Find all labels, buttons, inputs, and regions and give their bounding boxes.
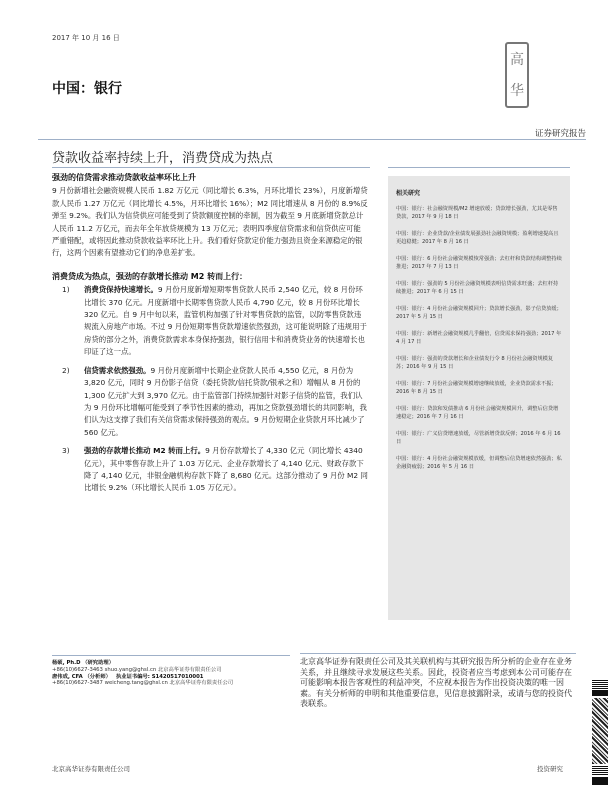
footer-company: 北京高华证券有限责任公司 <box>52 765 130 773</box>
sector-title: 中国：银行 <box>52 81 122 97</box>
report-date: 2017 年 10 月 16 日 <box>52 34 120 42</box>
list-item-text: 9 月份月度新增短期零售贷款人民币 2,540 亿元，较 8 月份环比增长 370 亿元。月度新增中长期零售贷款人民币 4,790 亿元，较 8 月份环比增长 320 亿元。自 9 月中旬以来，监管机构加强了针对零售贷款的监管，以防零售贷款违规流入房地产市场。不过 9 月份短期零售贷款增速依然强劲，这可能说明除了违规用于房贷的部分之外，消费贷款需求本身保持强劲，银行信用卡和消费贷业务的快速增长也印证了这一点。 <box>84 285 367 357</box>
list-item <box>52 445 368 495</box>
author-contact[interactable]: +86(10)6627-3463 shuo.yang@ghsl.cn 北京高华证券有限责任公司 <box>52 666 222 673</box>
section1-heading: 强劲的信贷需求推动贷款收益率环比上升 <box>52 173 196 182</box>
main-divider <box>52 167 370 168</box>
list-number: 2) <box>62 365 70 375</box>
list-number: 1) <box>62 285 70 295</box>
author-name: 杨硕, Ph.D <box>52 660 81 666</box>
list-item-title: 信贷需求依然强劲。 <box>84 365 151 375</box>
related-research-item[interactable]: 中国：银行：强劲的贷款增长和企业债发行令 8 月份社会融资规模复苏；2016 年 9 月 15 日 <box>396 356 554 370</box>
main-content <box>52 172 368 501</box>
author-license: 执业证书编号: S1420517010001 <box>116 673 204 680</box>
list-item <box>52 365 368 439</box>
section1-body: 9 月份新增社会融资规模人民币 1.82 万亿元（同比增长 6.3%，月环比增长 23%），月度新增贷款人民币 1.27 万亿元（同比增长 4.5%，月环比增长 16%）；M2 同比增速从 8 月份的 8.9%反弹至 9.2%。我们认为信贷供应可能受到了贷款额度控制的牵制，因为截至 9 月底新增贷款总计人民币 11.2 万亿元，而去年全年放贷规模为 13 万亿元；表明四季度信贷需求和信贷供应可能严重错配，或将因此推动贷款收益率环比上升。我们看好贷款定价能力强劲且资金来源稳定的银行，这两个因素有望推动它们的净息差扩张。 <box>52 186 368 258</box>
author-1 <box>52 660 292 667</box>
logo-char-1: 高 <box>510 51 524 68</box>
author-name: 唐伟成, CFA <box>52 673 83 680</box>
related-research-item[interactable]: 中国：银行：强劲的 5 月份社会融资规模表明信贷需求旺盛；去杠杆持续推进；2017 年 6 月 15 日 <box>396 281 559 295</box>
company-logo <box>505 42 529 108</box>
author-role: （分析师） <box>84 673 111 680</box>
side-divider <box>388 167 570 168</box>
list-item <box>52 284 368 358</box>
list-item-title: 消费贷保持快速增长。 <box>84 285 158 295</box>
disclaimer-divider <box>300 653 576 654</box>
footer-category: 投资研究 <box>537 765 563 773</box>
authors-block <box>52 660 292 687</box>
related-research-item[interactable]: 中国：银行：贷款和发债推动 6 月份社会融资规模回升，调整后信贷增速稳定；2016 年 7 月 16 日 <box>396 406 559 420</box>
author-contact[interactable]: +86(10)6627-3487 weicheng.tang@ghsl.cn 北京高华证券有限责任公司 <box>52 680 234 687</box>
related-research-item[interactable]: 中国：银行：广义信贷增速放缓，尽管新增贷款反弹；2016 年 6 月 16 日 <box>396 431 561 445</box>
barcode-icon <box>592 680 608 785</box>
related-research-item[interactable]: 中国：银行：企业贷款/企业债发展强劲社会融资规模；盈利增速提高且更趋稳健；2017 年 8 月 16 日 <box>396 231 559 245</box>
authors-divider <box>52 655 290 656</box>
related-research-item[interactable]: 中国：银行：新增社会融资规模几乎翻倍，信贷需求保持强劲；2017 年 4 月 17 日 <box>396 331 562 345</box>
logo-char-2: 华 <box>510 82 524 99</box>
disclaimer: 北京高华证券有限责任公司及其关联机构与其研究报告所分析的企业存在业务关系，并且继续寻求发展这些关系。因此，投资者应当考虑到本公司可能存在可能影响本报告客观性的利益冲突，不应视本报告为作出投资决策的唯一因素。有关分析师的申明和其他重要信息，见信息披露附录，或请与您的投资代表联系。 <box>300 657 572 708</box>
related-research-item[interactable]: 中国：银行：4 月份社会融资规模回升；贷款增长强劲，影子信贷放缓；2017 年 5 月 15 日 <box>396 306 562 320</box>
related-research-title: 相关研究 <box>396 190 421 197</box>
list-item-text: 9 月份月度新增中长期企业贷款人民币 4,550 亿元，8 月份为 3,820 亿元，同时 9 月份影子信贷（委托贷款/信托贷款/银承之和）增幅从 8 月份的 1,300 亿元扩大到 3,970 亿元。由于监管部门持续加强针对影子信贷的监管，我们认为 9 月份环比增幅可能受到了季节性因素的推动，再加之贷款强劲增长的共同影响，我们认为这支撑了我们有关信贷需求保持强劲的观点。9 月份短期企业贷款月环比减少了 560 亿元。 <box>84 365 367 437</box>
related-research-item[interactable]: 中国：银行：7 月份社会融资规模增速继续放缓，企业贷款需求不振；2016 年 8 月 15 日 <box>396 381 557 395</box>
section2-list <box>52 284 368 495</box>
related-research-item[interactable]: 中国：银行：社会融资规模/M2 增速放缓；贷款增长强劲，尤其是零售贷款，2017 年 9 月 18 日 <box>396 206 558 220</box>
report-type: 证券研究报告 <box>534 129 586 139</box>
headline: 贷款收益率持续上升，消费贷成为热点 <box>52 151 274 166</box>
list-item-text: 9 月份存款增长了 4,330 亿元（同比增长 4340 亿元），其中零售存款上升了 1.03 万亿元、企业存款增长了 4,140 亿元、财政存款下降了 4,140 亿元，非银金融机构存款下降了 8,680 亿元。这部分推动了 9 月份 M2 同比增长 9.2%（环比增长人民币 1.05 万亿元）。 <box>84 446 368 493</box>
related-research-panel <box>388 176 570 620</box>
author-role: （研究助理） <box>82 660 114 666</box>
related-research-item[interactable]: 中国：银行：4 月份社会融资规模放缓，但调整后信贷增速依然强劲；私企融资疲弱；2016 年 5 月 16 日 <box>396 456 562 470</box>
section2-heading: 消费贷成为热点，强劲的存款增长推动 M2 转而上行： <box>52 271 248 281</box>
list-number: 3) <box>62 446 70 456</box>
header-divider <box>38 139 586 140</box>
list-item-title: 强劲的存款增长推动 M2 转而上行。 <box>84 446 206 456</box>
related-research-item[interactable]: 中国：银行：6 月份社会融资规模恢常强劲；去杠杆和贷款结构调整持续推进；2017 年 7 月 13 日 <box>396 256 562 270</box>
